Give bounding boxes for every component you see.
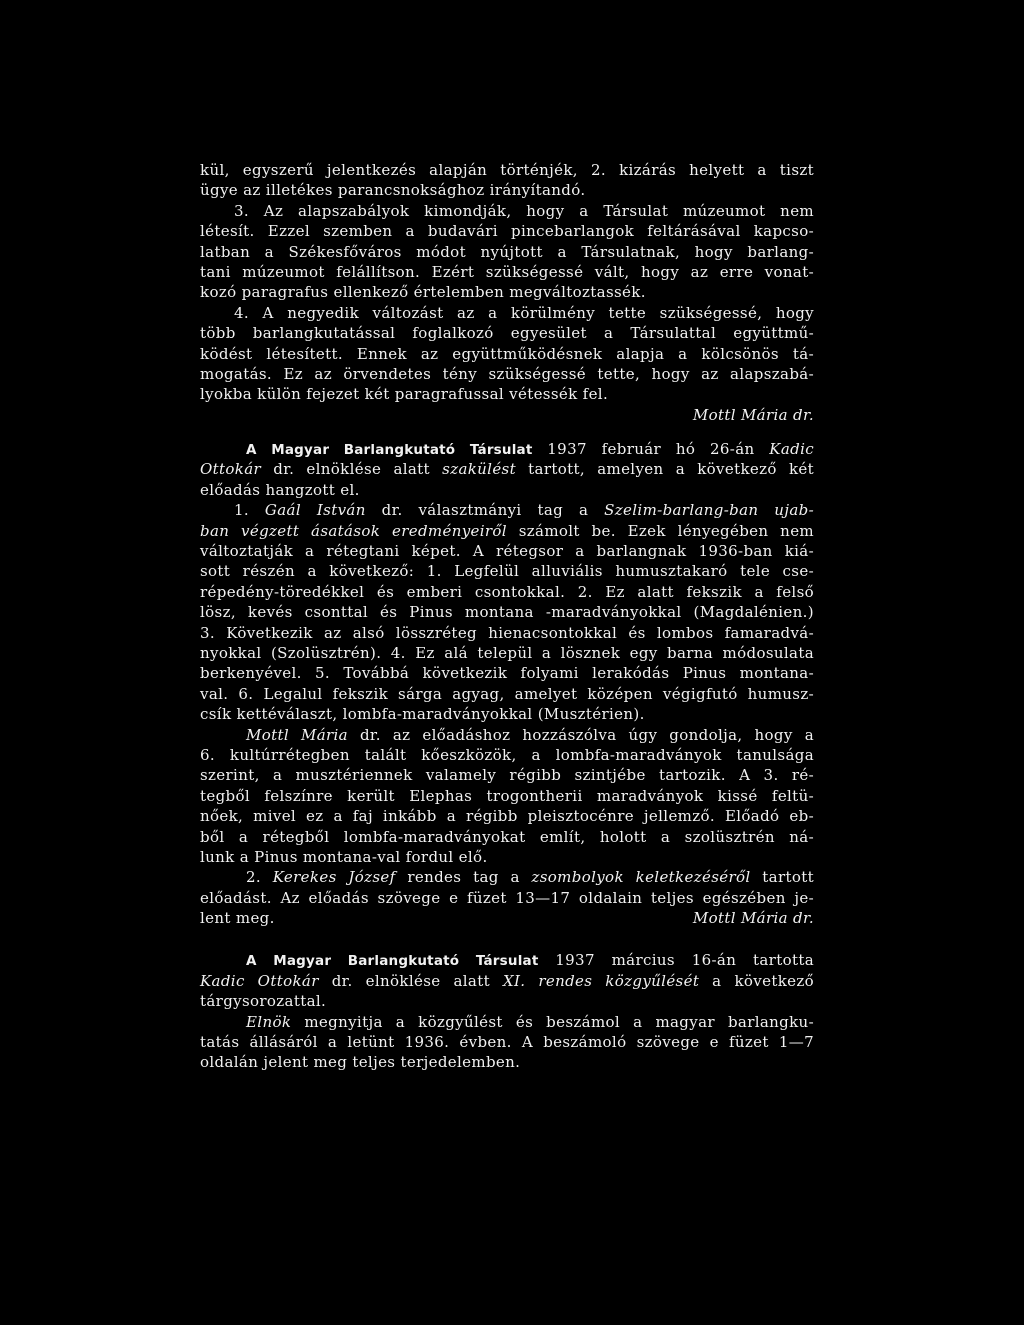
text-line [200,971,814,991]
paragraph [200,201,814,303]
text-span: tartott, amelyen a következő két [515,460,814,479]
paragraph [200,1012,814,1073]
text-span: a következő [699,971,815,990]
text-line: tatás állásáról a letünt 1936. évben. A beszámoló szövege e füzet 1—7 [200,1033,814,1052]
text-line [200,950,814,970]
text-line: tani múzeumot felállítson. Ezért szükségessé vált, hogy az erre vonat- [200,262,814,281]
signature-text: Mottl Mária dr. [692,405,814,424]
signature-text: Mottl Mária dr. [692,909,814,928]
text-line: ködést létesített. Ennek az együttműködésnek alapja a kölcsönös tá- [200,344,814,363]
section-heading: A Magyar Barlangkutató Társulat [246,953,539,970]
italic-span: Mottl Mária [246,725,348,744]
text-line: változtatják a rétegtani képet. A rétegsor a barlangnak 1936-ban kiá- [200,542,814,561]
text-span: 1937 február hó 26-án [532,440,770,459]
text-line [200,725,814,745]
text-line: lösz, kevés csonttal és Pinus montana -maradványokkal (Magdalénien.) [200,603,814,622]
text-line [200,1012,814,1032]
text-line: latban a Székesfőváros módot nyújtott a Társulatnak, hogy barlang- [200,242,814,261]
text-line: szerint, a musztériennek valamely régibb szintjébe tartozik. A 3. ré- [200,766,814,785]
text-line [200,521,814,541]
text-line: több barlangkutatással foglalkozó egyesület a Társulattal együttmű- [200,324,814,343]
text-line: 3. Az alapszabályok kimondják, hogy a Társulat múzeumot nem [234,201,814,220]
italic-span: Ottokár [200,460,262,479]
text-line: előadás hangzott el. [200,480,360,499]
italic-span: ban végzett ásatások eredményeiről [200,521,507,540]
text-line: lyokba külön fejezet két paragrafussal vétessék fel. [200,385,609,404]
body-text [200,160,814,1073]
section-report [200,439,814,500]
italic-span: zsombolyok keletkezéséről [531,868,751,887]
italic-span: szakülést [442,460,516,479]
text-line: nyokkal (Szolüsztrén). 4. Ez alá települ a lösznek egy barna módosulata [200,643,814,662]
text-line: kül, egyszerű jelentkezés alapján történjék, 2. kizárás helyett a tiszt [200,161,814,179]
italic-span: Elnök [246,1012,292,1031]
text-line: kozó paragrafus ellenkező értelemben megváltoztassék. [200,283,646,302]
paragraph [200,160,814,201]
text-line [200,500,814,520]
text-span: rendes tag a [395,868,532,887]
italic-span: Szelim-barlang-ban ujab- [604,501,814,520]
text-line: val. 6. Legalul fekszik sárga agyag, amelyet középen végigfutó humusz- [200,684,814,703]
paragraph [200,725,814,868]
spacer [200,425,814,439]
section-heading: A Magyar Barlangkutató Társulat [246,442,533,459]
signature [200,405,814,425]
text-line [200,459,814,479]
text-span: 1937 március 16-án tartotta [538,951,814,970]
paragraph [200,303,814,425]
italic-span: Kadic [769,440,814,459]
text-line: 6. kultúrrétegben talált kőeszközök, a lombfa-maradványok tanulsága [200,745,814,764]
text-span: 1. [234,501,265,520]
italic-span: Kerekes József [272,868,396,887]
text-line: tárgysorozattal. [200,992,327,1011]
text-line: 4. A negyedik változást az a körülmény tette szükségessé, hogy [234,303,814,322]
italic-span: Kadic Ottokár [200,971,319,990]
text-line [200,867,814,887]
spacer [200,928,814,950]
text-span: dr. elnöklése alatt [261,460,443,479]
text-line: sott részén a következő: 1. Legfelül alluviális humusztakaró tele cse- [200,562,814,581]
text-line [200,908,814,928]
text-span: dr. elnöklése alatt [318,971,503,990]
paragraph [200,500,814,724]
text-line: ügye az illetékes parancsnoksághoz irányítandó. [200,181,586,200]
text-line: 3. Következik az alsó lösszréteg hienacsontokkal és lombos famaradvá- [200,623,814,642]
text-line: oldalán jelent meg teljes terjedelemben. [200,1053,521,1072]
text-span: számolt be. Ezek lényegében nem [506,521,814,540]
section-report [200,950,814,1011]
text-line: berkenyével. 5. Továbbá következik folyami lerakódás Pinus montana- [200,664,814,683]
text-line: ből a rétegből lombfa-maradványokat említ, holott a szolüsztrén ná- [200,827,814,846]
italic-span: Gaál István [264,501,366,520]
text-span: dr. választmányi tag a [365,501,605,520]
paragraph [200,867,814,928]
text-line: nőek, mivel ez a faj inkább a régibb pleisztocénre jellemző. Előadó eb- [200,807,814,826]
text-span: megnyitja a közgyűlést és beszámol a magyar barlangku- [291,1012,814,1031]
text-line: répedény-töredékkel és emberi csontokkal. 2. Ez alatt fekszik a felső [200,582,814,601]
italic-span: XI. rendes közgyűlését [502,971,700,990]
text-line: csík kettéválaszt, lombfa-maradványokkal (Musztérien). [200,705,645,724]
text-span: tartott [750,868,814,887]
text-span: dr. az előadáshoz hozzászólva úgy gondolja, hogy a [347,725,814,744]
text-line [200,439,814,459]
text-line: létesít. Ezzel szemben a budavári pincebarlangok feltárásával kapcso- [200,222,814,241]
text-span: lent meg. [200,909,275,928]
text-line: lunk a Pinus montana-val fordul elő. [200,847,488,866]
text-span: 2. [246,868,273,887]
text-line: tegből felszínre került Elephas trogontherii maradványok kissé feltü- [200,786,814,805]
text-line: előadást. Az előadás szövege e füzet 13—17 oldalain teljes egészében je- [200,888,814,907]
text-line: mogatás. Ez az örvendetes tény szükségessé tette, hogy az alapszabá- [200,364,814,383]
